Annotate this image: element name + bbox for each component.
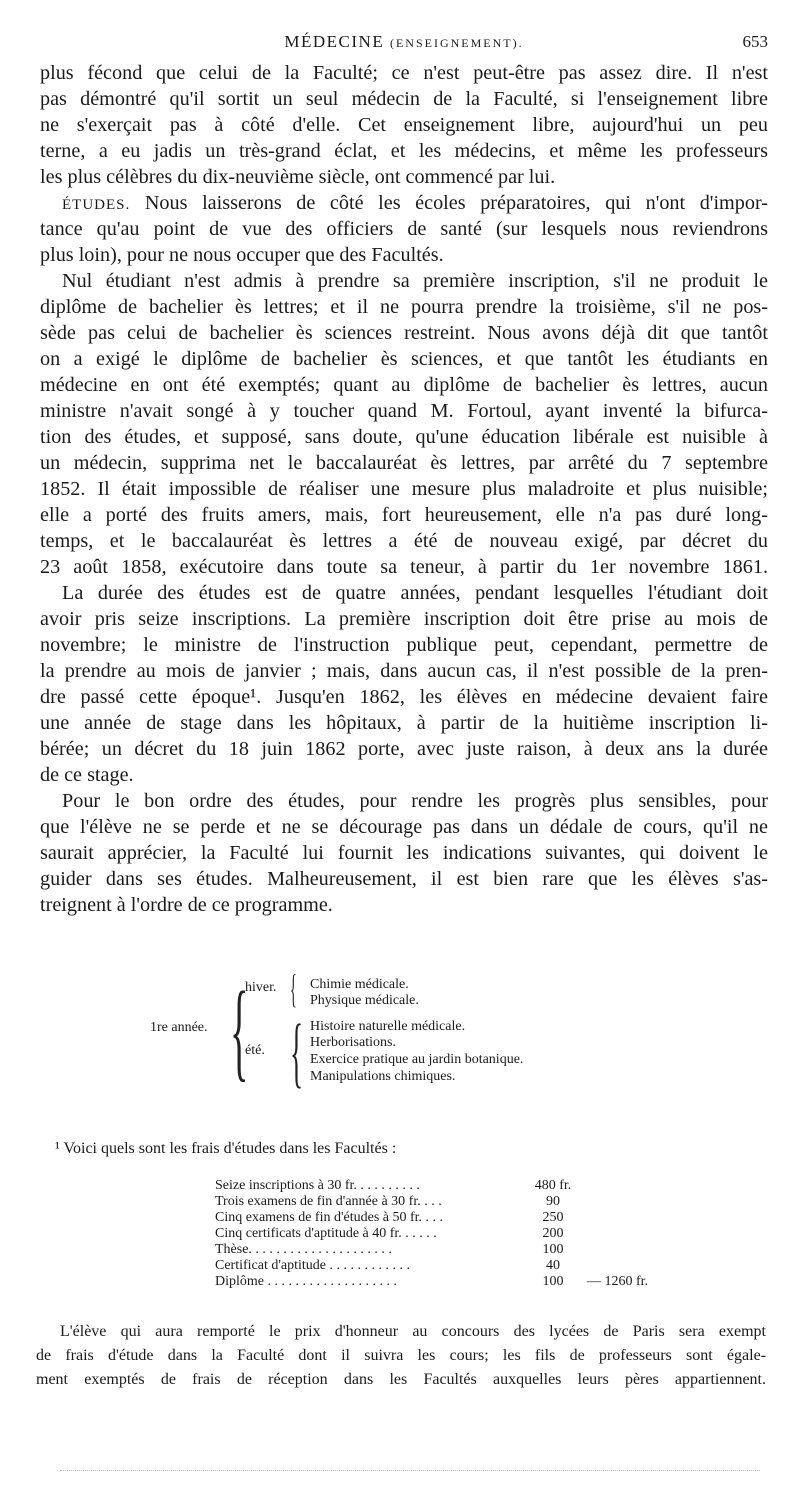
fee-amount: 90 [546, 1194, 560, 1209]
footnote-line: de frais d'étude dans la Faculté dont il suivra les cours; les fils de professeurs sont égale- [36, 1347, 766, 1364]
footnote-line: ment exemptés de frais de réception dans les Facultés auxquelles leurs pères appartiennent. [36, 1371, 766, 1388]
fee-amount: 250 [542, 1210, 564, 1225]
body-line: Nul étudiant n'est admis à prendre sa première inscription, s'il ne produit le [62, 270, 768, 292]
body-line: médecine en ont été exemptés; quant au diplôme de bachelier ès lettres, aucun [40, 374, 768, 396]
fee-label: Thèse. . . . . . . . . . . . . . . . . . . . . [215, 1242, 392, 1257]
fee-row [215, 1210, 645, 1226]
body-line: ministre n'avait songé à y toucher quand M. Fortoul, ayant inventé la bifurca- [40, 400, 768, 422]
fee-label: Certificat d'aptitude . . . . . . . . . . . . [215, 1258, 410, 1273]
fee-label: Seize inscriptions à 30 fr. . . . . . . . . . [215, 1178, 420, 1193]
fee-label: Cinq certificats d'aptitude à 40 fr. . . . . . [215, 1226, 437, 1241]
summer-brace: { [290, 1008, 304, 1095]
fee-label: Cinq examens de fin d'études à 50 fr. . . . [215, 1210, 444, 1225]
schedule-summer-item: Herborisations. [310, 1035, 396, 1050]
fee-amount: 480 fr. [534, 1178, 572, 1193]
footnote-line: L'élève qui aura remporté le prix d'honneur au concours des lycées de Paris sera exempt [60, 1323, 766, 1340]
fee-amount: 40 [546, 1258, 560, 1273]
section-lead-word: ÉTUDES. [62, 197, 131, 213]
body-line: 1852. Il était impossible de réaliser une mesure plus maladroite et plus nuisible; [40, 478, 768, 500]
fee-row [215, 1194, 645, 1210]
footnote-intro: ¹ Voici quels sont les frais d'études dans les Facultés : [55, 1140, 397, 1157]
page-number: 653 [742, 32, 768, 51]
schedule-brace: { [230, 969, 249, 1091]
fee-row [215, 1178, 645, 1194]
running-title-main: MÉDECINE [284, 32, 385, 51]
first-year-schedule [150, 966, 650, 1095]
body-text [40, 60, 768, 918]
body-line: plus loin), pour ne nous occuper que des Facultés. [40, 244, 444, 266]
schedule-summer-item: Histoire naturelle médicale. [310, 1019, 466, 1034]
fee-row [215, 1242, 645, 1258]
bottom-rule [60, 1470, 760, 1471]
body-line: treignent à l'ordre de ce programme. [40, 894, 333, 916]
body-line: une année de stage dans les hôpitaux, à partir de la huitième inscription li- [40, 712, 768, 734]
fee-row [215, 1274, 649, 1290]
body-line: tion des études, et supposé, sans doute, qu'une éducation libérale est nuisible à [40, 426, 768, 448]
body-line: saurait apprécier, la Faculté lui fournit les indications suivantes, qui doivent le [40, 842, 768, 864]
body-line: tance qu'au point de vue des officiers de santé (sur lesquels nous reviendrons [40, 218, 768, 240]
schedule-year: 1re année. [150, 1020, 208, 1035]
body-line: La durée des études est de quatre années, pendant lesquelles l'étudiant doit [62, 582, 768, 604]
fee-amount: 200 [542, 1226, 564, 1241]
body-line: les plus célèbres du dix-neuvième siècle, ont commencé par lui. [40, 166, 556, 188]
schedule-winter-label: hiver. [245, 980, 277, 995]
footnote-text [36, 1320, 766, 1392]
body-line: la prendre au mois de janvier ; mais, dans aucun cas, il n'est possible de la pren- [40, 660, 768, 682]
schedule-winter-item: Physique médicale. [310, 993, 419, 1008]
body-line: de ce stage. [40, 764, 134, 786]
fee-label: Trois examens de fin d'année à 30 fr. . . . [215, 1194, 442, 1209]
body-line: terne, a eu jadis un très-grand éclat, et les médecins, et même les professeurs [40, 140, 768, 162]
body-line: diplôme de bachelier ès lettres; et il ne pourra prendre la troisième, s'il ne pos- [40, 296, 768, 318]
fee-label: Diplôme . . . . . . . . . . . . . . . . . . . [215, 1274, 397, 1289]
fee-total: — 1260 fr. [587, 1274, 649, 1289]
body-line: plus fécond que celui de la Faculté; ce n'est peut-être pas assez dire. Il n'est [40, 62, 768, 84]
body-line: elle a porté des fruits amers, mais, fort heureusement, elle n'a pas duré long- [40, 504, 768, 526]
schedule-winter-item: Chimie médicale. [310, 977, 409, 992]
body-line: ne s'exerçait pas à côté d'elle. Cet enseignement libre, aujourd'hui un peu [40, 114, 768, 136]
body-line: bérée; un décret du 18 juin 1862 porte, avec juste raison, à deux ans la durée [40, 738, 768, 760]
body-line: ÉTUDES. Nous laisserons de côté les écoles préparatoires, qui n'ont d'impor- [62, 192, 768, 214]
running-title [40, 32, 768, 52]
body-line: avoir pris seize inscriptions. La première inscription doit être prise au mois de [40, 608, 768, 630]
body-line: que l'élève ne se perde et ne se décourage pas dans un dédale de cours, qu'il ne [40, 816, 768, 838]
body-line: Pour le bon ordre des études, pour rendre les progrès plus sensibles, pour [62, 790, 768, 812]
body-line: novembre; le ministre de l'instruction publique peut, cependant, permettre de [40, 634, 768, 656]
schedule-summer-item: Exercice pratique au jardin botanique. [310, 1052, 524, 1067]
fees-table [215, 1178, 649, 1290]
fee-amount: 100 [542, 1274, 564, 1289]
body-line: temps, et le baccalauréat ès lettres a été de nouveau exigé, par décret du [40, 530, 768, 552]
body-line: un médecin, supprima net le baccalauréat ès lettres, par arrêté du 7 septembre [40, 452, 768, 474]
schedule-summer-item: Manipulations chimiques. [310, 1069, 456, 1084]
body-line: guider dans ses études. Malheureusement, il est bien rare que les élèves s'as- [40, 868, 768, 890]
running-title-sub: (ENSEIGNEMENT). [389, 36, 524, 50]
body-line: on a exigé le diplôme de bachelier ès sciences, et que tantôt les étudiants en [40, 348, 768, 370]
body-line: sède pas celui de bachelier ès sciences restreint. Nous avons déjà dit que tantôt [40, 322, 768, 344]
winter-brace: { [290, 966, 297, 1011]
body-line: dre passé cette époque¹. Jusqu'en 1862, les élèves en médecine devaient faire [40, 686, 768, 708]
schedule-summer-label: été. [245, 1043, 265, 1058]
body-line: pas démontré qu'il sortit un seul médecin de la Faculté, si l'enseignement libre [40, 88, 768, 110]
body-line: 23 août 1858, exécutoire dans toute sa teneur, à partir du 1er novembre 1861. [40, 556, 768, 578]
running-head [40, 32, 768, 52]
fee-amount: 100 [542, 1242, 564, 1257]
fee-row [215, 1258, 645, 1274]
fee-row [215, 1226, 645, 1242]
